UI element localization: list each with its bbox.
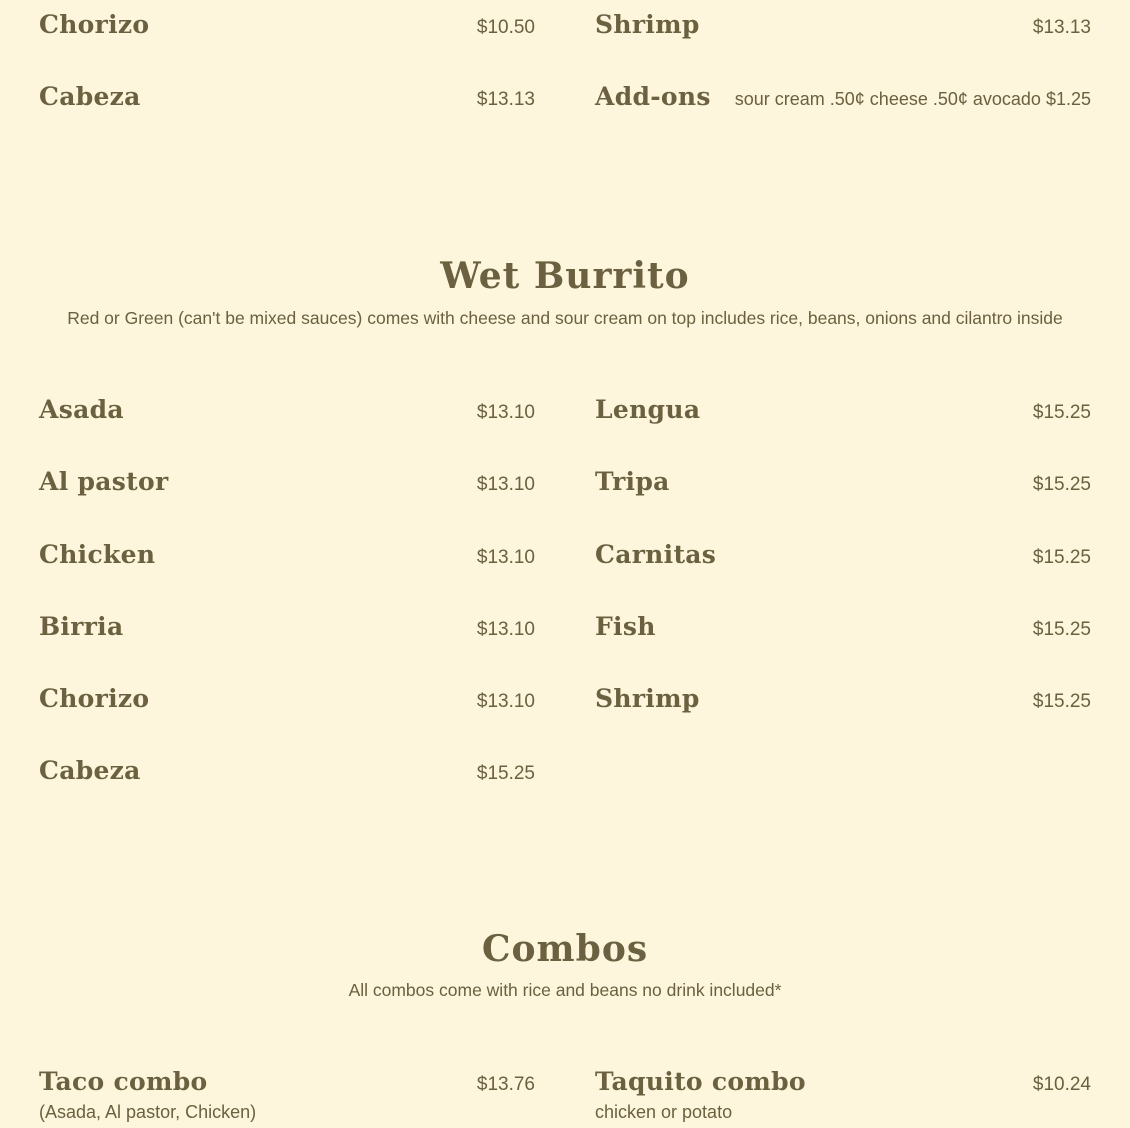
menu-item: [595, 467, 1091, 539]
combos-grid: [39, 1067, 1091, 1123]
addons-prices: sour cream .50¢ cheese .50¢ avocado $1.25: [734, 89, 1091, 110]
item-name: Fish: [595, 611, 656, 641]
menu-item: [39, 10, 535, 82]
item-price: $15.25: [1032, 402, 1091, 423]
combo-item: [39, 1067, 535, 1123]
top-left-column: [39, 10, 535, 155]
item-price: $15.25: [1032, 691, 1091, 713]
item-name: Taco combo: [39, 1067, 208, 1096]
section-title-wet-burrito: Wet Burrito: [440, 255, 690, 297]
menu-item: [595, 10, 1091, 82]
item-price: $13.10: [476, 546, 535, 568]
combo-header: [39, 1067, 535, 1096]
item-price: $10.50: [476, 17, 535, 38]
menu-item: [39, 612, 535, 684]
top-right-column: [595, 10, 1091, 155]
top-menu-grid: [39, 10, 1091, 155]
item-name: Taquito combo: [595, 1067, 806, 1096]
item-price: $13.10: [476, 474, 535, 496]
item-name: Carnitas: [595, 539, 717, 569]
item-name: Asada: [39, 395, 124, 424]
menu-item: [39, 395, 535, 467]
menu-item: [39, 467, 535, 539]
item-price: $13.76: [476, 1074, 535, 1095]
item-price: $15.25: [1032, 618, 1091, 640]
item-name: Chorizo: [39, 10, 150, 39]
menu-item: [39, 756, 535, 828]
item-name: Chicken: [39, 539, 156, 569]
menu-item-addons: [595, 82, 1091, 154]
item-price: $15.25: [1032, 546, 1091, 568]
combo-item: [595, 1067, 1091, 1123]
item-name: Shrimp: [595, 10, 700, 39]
item-price: $15.25: [1032, 474, 1091, 496]
wet-burrito-grid: [39, 395, 1091, 829]
wet-burrito-right-column: [595, 395, 1091, 829]
menu-item: [595, 395, 1091, 467]
wet-burrito-left-column: [39, 395, 535, 829]
item-name: Chorizo: [39, 684, 150, 714]
item-name: Al pastor: [39, 467, 169, 497]
item-price: $13.13: [1032, 17, 1091, 38]
item-name: Birria: [39, 611, 124, 641]
item-name: Cabeza: [39, 756, 141, 786]
item-name: Tripa: [595, 467, 670, 497]
item-name: Lengua: [595, 395, 701, 424]
section-title-combos: Combos: [481, 928, 649, 970]
menu-item: [595, 684, 1091, 756]
item-description: (Asada, Al pastor, Chicken): [39, 1102, 257, 1122]
menu-item: [39, 684, 535, 756]
item-price: $15.25: [476, 763, 535, 785]
section-subtitle-combos: All combos come with rice and beans no drink included*: [348, 980, 782, 1000]
item-price: $13.10: [476, 618, 535, 640]
combo-header: [595, 1067, 1091, 1096]
menu-item: [595, 540, 1091, 612]
menu-item: [39, 540, 535, 612]
item-price: $13.13: [476, 89, 535, 111]
item-price: $10.24: [1032, 1074, 1091, 1095]
item-price: $13.10: [476, 691, 535, 713]
menu-item: [39, 82, 535, 154]
menu-item: [595, 612, 1091, 684]
item-name: Cabeza: [39, 82, 141, 112]
item-description: chicken or potato: [595, 1102, 733, 1122]
item-name: Shrimp: [595, 684, 700, 714]
section-subtitle-wet-burrito: Red or Green (can't be mixed sauces) comes with cheese and sour cream on top includes rice, beans, onions and cilantro inside: [67, 308, 1063, 328]
item-price: $13.10: [476, 402, 535, 423]
item-name: Add-ons: [595, 82, 711, 112]
